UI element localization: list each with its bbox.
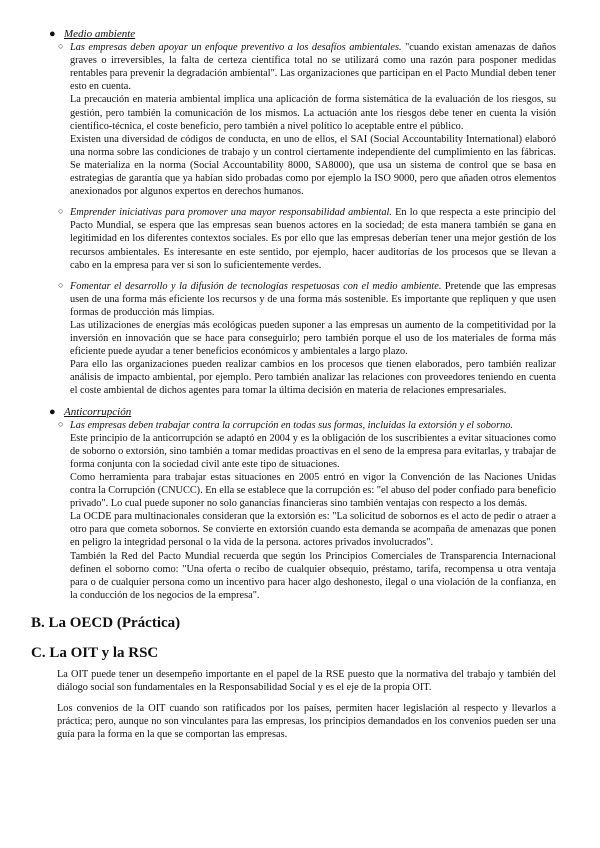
sub-bullet-circle: ○	[58, 41, 64, 52]
paragraph: Como herramienta para trabajar estas situaciones en 2005 entró en vigor la Convención de las Naciones Unidas contra la Corrupción (CNUCC). En ella se establece que la corrupción es: "el abuso del poder confiado para beneficio privado". Lo cual puede suponer no solo ganancias financieras sino también ventajas con respecto a los demás.	[70, 472, 556, 510]
heading-oecd: B. La OECD (Práctica)	[31, 614, 181, 631]
subitem-lead: Las empresas deben trabajar contra la corrupción en todas sus formas, incluidas la extorsión y el soborno.	[70, 419, 513, 431]
paragraph: Los convenios de la OIT cuando son ratificados por los países, permiten hacer legislación al respecto y llevarlos a práctica; pero, aunque no son vinculantes para las empresas, los principios demandados en los convenios pueden ser una guía para la forma en la que se comportan las empresas.	[57, 703, 556, 741]
sub-bullet-circle: ○	[58, 418, 64, 429]
subitem-tecnologias	[44, 280, 556, 319]
paragraph: Existen una diversidad de códigos de conducta, en uno de ellos, el SAI (Social Accountability International) elaboró una norma sobre las condiciones de trabajo y un control ciertamente independiente del cumplimiento en las fábricas. Se materializa en la norma (Social Accountability 8000, SA8000), que usa un sistema de control que se basa en estrategias de garantía que ya habían sido probadas como por ejemplo la ISO 9000, pero que añaden otros elementos anexionados por algunos expertos en derechos humanos.	[70, 133, 556, 198]
subitem-text: En lo que respecta a este principio del Pacto Mundial, se espera que las empresas sean buenos actores en la sociedad; de esta manera también se gana en legitimidad en los diferentes contextos sociales. Es por ello que las empresas deberían tener una mejor gestión de los recursos ambientales. Es interesante en este sentido, por ejemplo, hacer auditorías de los procesos que se llevan a cabo en la empresa para ver si son lo suficientemente verdes.	[70, 207, 556, 271]
subitem-lead: Emprender iniciativas para promover una mayor responsabilidad ambiental.	[70, 207, 392, 219]
sub-bullet-circle: ○	[58, 279, 64, 290]
bullet-dot: ●	[49, 28, 56, 40]
subitem-lead: Las empresas deben apoyar un enfoque preventivo a los desafíos ambientales.	[70, 42, 402, 54]
bullet-medio-ambiente	[44, 28, 556, 41]
paragraph: La precaución en materia ambiental implica una aplicación de forma sistemática de la evaluación de los riesgos, su gestión, pero también la comunicación de los mismos. La actuación ante los riesgos debe tener en cuenta la visión científico-técnica, el coste beneficio, pero también a nivel político lo aceptable entre el público.	[70, 94, 556, 132]
paragraph: Este principio de la anticorrupción se adaptó en 2004 y es la obligación de los suscribientes a evitar situaciones como de soborno o extorsión, sino también a tomar medidas proactivas en el seno de la empresa para evitarlas, y trabajar de forma conjunta con la sociedad civil ante este tipo de situaciones.	[70, 432, 556, 470]
subitem-lead: Fomentar el desarrollo y la difusión de tecnologías respetuosas con el medio ambiente.	[70, 280, 442, 292]
subitem-text: Pretende que las empresas usen de una forma más eficiente los recursos y de una forma más sostenible. Es importante que repliquen y que usen formas de producción más limpias.	[70, 280, 556, 318]
subitem-corrupcion	[44, 419, 556, 432]
subitem-enfoque-preventivo	[44, 41, 556, 93]
paragraph: Para ello las organizaciones pueden realizar cambios en los procesos que tienen elaborados, pero también realizar análisis de impacto ambiental, por ejemplo. Pero también analizar las relaciones con proveedores teniendo en cuenta el coste ambiental de dichos agentes para tomar la última decisión en materia de relaciones empresariales.	[70, 359, 556, 397]
section-title-medio-ambiente: Medio ambiente	[64, 28, 136, 40]
paragraph: También la Red del Pacto Mundial recuerda que según los Principios Comerciales de Transparencia Internacional definen el soborno como: "Una oferta o recibo de cualquier obsequio, préstamo, tarifa, recompensa u otra ventaja para o de cualquier persona como un incentivo para hacer algo deshonesto, ilegal o una violación de la confianza, en la conducción de los negocios de la empresa".	[70, 550, 556, 601]
subitem-iniciativas	[44, 206, 556, 271]
paragraph: Las utilizaciones de energías más ecológicas pueden suponer a las empresas un aumento de la competitividad por la inversión en innovación que se hace para conseguirlo; pero también porque el uso de los materiales de forma más eficiente puede ayudar a tener beneficios económicos y ambientales a largo plazo.	[70, 319, 556, 358]
heading-oit: C. La OIT y la RSC	[31, 644, 159, 661]
paragraph: La OIT puede tener un desempeño importante en el papel de la RSE puesto que la normativa del trabajo y también del diálogo social son fundamentales en la Responsabilidad Social y es el eje de la propia OIT.	[57, 668, 556, 694]
section-title-anticorrupcion: Anticorrupción	[64, 405, 132, 418]
bullet-anticorrupcion	[44, 406, 556, 419]
bullet-dot: ●	[49, 405, 56, 418]
sub-bullet-circle: ○	[58, 206, 64, 217]
subitem-text: "cuando existan amenazas de daños graves o irreversibles, la falta de certeza científica total no se utilizará como una razón para posponer medidas rentables para prevenir la degradación ambiental". Las organizaciones que participan en el Pacto Mundial deben tener esto en cuenta.	[70, 42, 557, 93]
paragraph: La OCDE para multinacionales consideran que la extorsión es: "La solicitud de sobornos es el acto de pedir o atraer a otro para que cometa sobornos. Se convierte en extorsión cuando esta demanda se acompaña de amenazas que ponen en peligro la integridad personal o la vida de la persona. actores privados involucrados".	[70, 511, 556, 549]
